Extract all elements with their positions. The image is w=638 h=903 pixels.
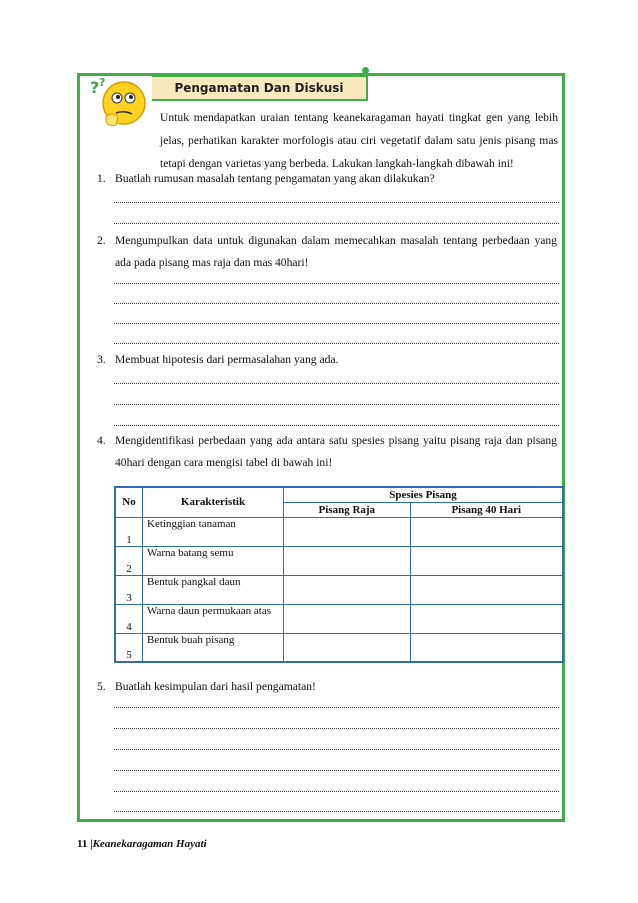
- row-karakteristik: Ketinggian tanaman: [143, 517, 284, 546]
- header-pisang-raja: Pisang Raja: [284, 502, 411, 517]
- answer-line[interactable]: [114, 424, 559, 426]
- answer-line[interactable]: [114, 769, 559, 771]
- question-4: [97, 430, 557, 474]
- row-number: 5: [115, 633, 143, 662]
- cell-pisang-raja[interactable]: [284, 604, 411, 633]
- svg-text:?: ?: [99, 76, 106, 89]
- question-number: 1.: [97, 172, 106, 185]
- thinking-smiley-icon: [86, 73, 154, 135]
- answer-line[interactable]: [114, 810, 559, 812]
- question-1: [97, 168, 557, 190]
- answer-line[interactable]: [114, 222, 559, 224]
- cell-pisang-raja[interactable]: [284, 546, 411, 575]
- intro-paragraph: Untuk mendapatkan uraian tentang keanekaragaman hayati tingkat gen yang lebih jelas, perhatikan karakter morfologis atau ciri vegetatif dalam satu jenis pisang mas tetapi dengan varietas yang berbeda. Lakukan langkah-langkah dibawah ini!: [160, 111, 558, 170]
- table-row: [115, 633, 563, 662]
- answer-line[interactable]: [114, 790, 559, 792]
- header-spesies: Spesies Pisang: [284, 487, 564, 502]
- answer-line[interactable]: [114, 282, 559, 284]
- answer-line[interactable]: [114, 302, 559, 304]
- question-text: Mengidentifikasi perbedaan yang ada antara satu spesies pisang yaitu pisang raja dan pisang 40hari dengan cara mengisi tabel di bawah ini!: [115, 434, 557, 469]
- question-2: [97, 230, 557, 274]
- table-row: [115, 546, 563, 575]
- answer-line[interactable]: [114, 403, 559, 405]
- header-pisang-40-hari: Pisang 40 Hari: [410, 502, 563, 517]
- row-number: 4: [115, 604, 143, 633]
- question-3: [97, 349, 557, 371]
- footer-separator: |: [90, 838, 93, 850]
- page-number: 11: [77, 838, 88, 850]
- question-number: 5.: [97, 680, 106, 693]
- header-karakteristik: Karakteristik: [143, 487, 284, 517]
- table-row: [115, 604, 563, 633]
- answer-line[interactable]: [114, 727, 559, 729]
- question-5: [97, 676, 557, 698]
- row-number: 1: [115, 517, 143, 546]
- observation-table: [114, 486, 564, 663]
- svg-text:?: ?: [90, 78, 100, 97]
- row-karakteristik: Bentuk pangkal daun: [143, 575, 284, 604]
- cell-pisang-40-hari[interactable]: [410, 575, 563, 604]
- header-no: No: [115, 487, 143, 517]
- cell-pisang-40-hari[interactable]: [410, 604, 563, 633]
- question-number: 2.: [97, 234, 106, 247]
- question-number: 4.: [97, 434, 106, 447]
- table-row: [115, 517, 563, 546]
- cell-pisang-raja[interactable]: [284, 633, 411, 662]
- cell-pisang-raja[interactable]: [284, 575, 411, 604]
- answer-line[interactable]: [114, 201, 559, 203]
- page-footer: [77, 838, 207, 850]
- row-number: 3: [115, 575, 143, 604]
- row-karakteristik: Warna daun permukaan atas: [143, 604, 284, 633]
- answer-line[interactable]: [114, 382, 559, 384]
- answer-line[interactable]: [114, 706, 559, 708]
- answer-line[interactable]: [114, 322, 559, 324]
- answer-line[interactable]: [114, 748, 559, 750]
- footer-title: Keanekaragaman Hayati: [92, 838, 207, 850]
- row-karakteristik: Warna batang semu: [143, 546, 284, 575]
- frame-corner-dot: [362, 67, 369, 74]
- question-text: Buatlah rumusan masalah tentang pengamatan yang akan dilakukan?: [115, 172, 435, 185]
- table-row: [115, 575, 563, 604]
- cell-pisang-40-hari[interactable]: [410, 633, 563, 662]
- section-title: Pengamatan Dan Diskusi: [152, 75, 368, 101]
- cell-pisang-40-hari[interactable]: [410, 546, 563, 575]
- row-number: 2: [115, 546, 143, 575]
- cell-pisang-raja[interactable]: [284, 517, 411, 546]
- question-number: 3.: [97, 353, 106, 366]
- answer-line[interactable]: [114, 342, 559, 344]
- row-karakteristik: Bentuk buah pisang: [143, 633, 284, 662]
- question-text: Membuat hipotesis dari permasalahan yang ada.: [115, 353, 339, 366]
- question-text: Mengumpulkan data untuk digunakan dalam memecahkan masalah tentang perbedaan yang ada pada pisang mas raja dan mas 40hari!: [115, 234, 557, 269]
- question-text: Buatlah kesimpulan dari hasil pengamatan!: [115, 680, 316, 693]
- cell-pisang-40-hari[interactable]: [410, 517, 563, 546]
